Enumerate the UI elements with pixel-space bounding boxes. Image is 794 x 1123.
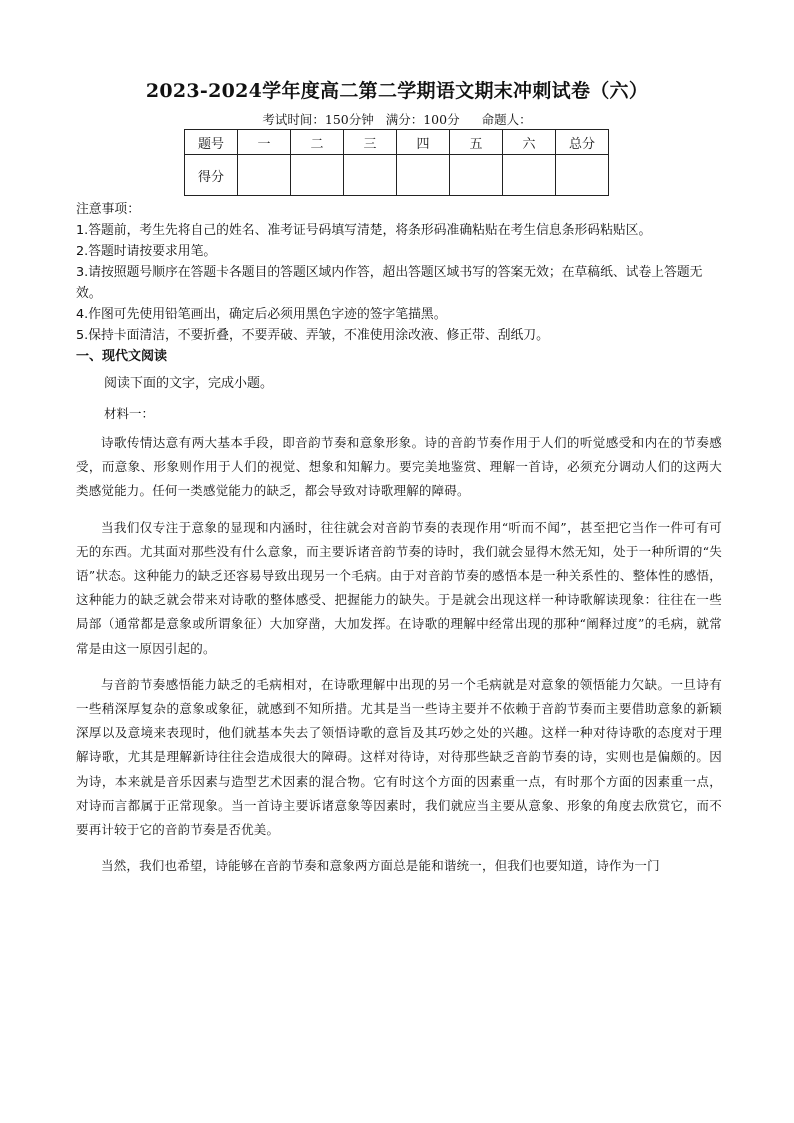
passage-paragraph: 诗歌传情达意有两大基本手段，即音韵节奏和意象形象。诗的音韵节奏作用于人们的听觉感受和内在的节奏感受，而意象、形象则作用于人们的视觉、想象和知解力。要完美地鉴赏、理解一首诗，必须充分调动人们的这两大类感觉能力。任何一类感觉能力的缺乏，都会导致对诗歌理解的障碍。: [76, 435, 722, 499]
score-table-score-row: [185, 155, 609, 196]
section-instruction: 阅读下面的文字，完成小题。: [104, 376, 274, 391]
notice-item: 5.保持卡面清洁，不要折叠，不要弄破、弄皱，不准使用涂改液、修正带、刮纸刀。: [76, 328, 549, 343]
exam-author: 命题人：: [481, 112, 532, 127]
score-header-cell: 题号: [185, 130, 238, 155]
passage-paragraph: 当我们仅专注于意象的显现和内涵时，往往就会对音韵节奏的表现作用“听而不闻”，甚至把它当作一件可有可无的东西。尤其面对那些没有什么意象，而主要诉诸音韵节奏的诗时，我们就会显得木然无知，处于一种所谓的“失语”状态。这种能力的缺乏还容易导致出现另一个毛病。由于对音韵节奏的感悟本是一种关系性的、整体性的感悟，这种能力的缺乏就会带来对诗歌的整体感受、把握能力的缺失。于是就会出现这样一种诗歌解读现象：往往在一些局部（通常都是意象或所谓象征）大加穿凿，大加发挥。在诗歌的理解中经常出现的那种“阐释过度”的毛病，就常常是由这一原因引起的。: [76, 519, 722, 656]
score-table: [184, 129, 609, 196]
notice-heading: 注意事项：: [76, 202, 140, 217]
score-header-cell: 二: [291, 130, 344, 155]
notice-item: 1.答题前，考生先将自己的姓名、准考证号码填写清楚，将条形码准确粘贴在考生信息条形码粘贴区。: [76, 223, 652, 238]
exam-title: 2023-2024学年度高二第二学期语文期末冲刺试卷（六）: [145, 80, 649, 102]
notice-item: 3.请按照题号顺序在答题卡各题目的答题区域内作答，超出答题区域书写的答案无效；在草稿纸、试卷上答题无效。: [76, 265, 703, 301]
score-cell[interactable]: [450, 155, 503, 196]
score-cell[interactable]: [397, 155, 450, 196]
notice-item: 2.答题时请按要求用笔。: [76, 244, 217, 259]
score-header-cell: 五: [450, 130, 503, 155]
score-header-cell: 四: [397, 130, 450, 155]
exam-score: 满分：100分: [385, 112, 460, 127]
passage-paragraph: 与音韵节奏感悟能力缺乏的毛病相对，在诗歌理解中出现的另一个毛病就是对意象的领悟能力欠缺。一旦诗有一些稍深厚复杂的意象或象征，就感到不知所措。尤其是当一些诗主要并不依赖于音韵节奏而主要借助意象的新颖深厚以及意境来表现时，他们就基本失去了领悟诗歌的意旨及其巧妙之处的兴趣。这样一种对待诗歌的态度对于理解诗歌，尤其是理解新诗往往会造成很大的障碍。这样对待诗，对待那些缺乏音韵节奏的诗，实则也是偏颇的。因为诗，本来就是音乐因素与造型艺术因素的混合物。它有时这个方面的因素重一点，有时那个方面的因素重一点，对诗而言都属于正常现象。当一首诗主要诉诸意象等因素时，我们就应当主要从意象、形象的角度去欣赏它，而不要再计较于它的音韵节奏是否优美。: [76, 676, 722, 838]
score-cell[interactable]: [503, 155, 556, 196]
score-table-header-row: [185, 130, 609, 155]
score-cell[interactable]: [344, 155, 397, 196]
score-cell[interactable]: [291, 155, 344, 196]
section-title: 一、现代文阅读: [76, 349, 168, 364]
score-cell[interactable]: [556, 155, 609, 196]
notice-item: 4.作图可先使用铅笔画出，确定后必须用黑色字迹的签字笔描黑。: [76, 307, 447, 322]
score-header-cell: 总分: [556, 130, 609, 155]
score-header-cell: 三: [344, 130, 397, 155]
passage-paragraph: 当然，我们也希望，诗能够在音韵节奏和意象两方面总是能和谐统一，但我们也要知道，诗作为一门: [101, 858, 660, 874]
score-header-cell: 一: [238, 130, 291, 155]
exam-time: 考试时间：150分钟: [262, 112, 374, 127]
material-label: 材料一：: [104, 406, 155, 421]
reading-passage: [76, 431, 722, 890]
notice-block: [76, 199, 726, 346]
score-row-label: 得分: [185, 155, 238, 196]
exam-meta: [0, 110, 794, 128]
score-cell[interactable]: [238, 155, 291, 196]
score-header-cell: 六: [503, 130, 556, 155]
